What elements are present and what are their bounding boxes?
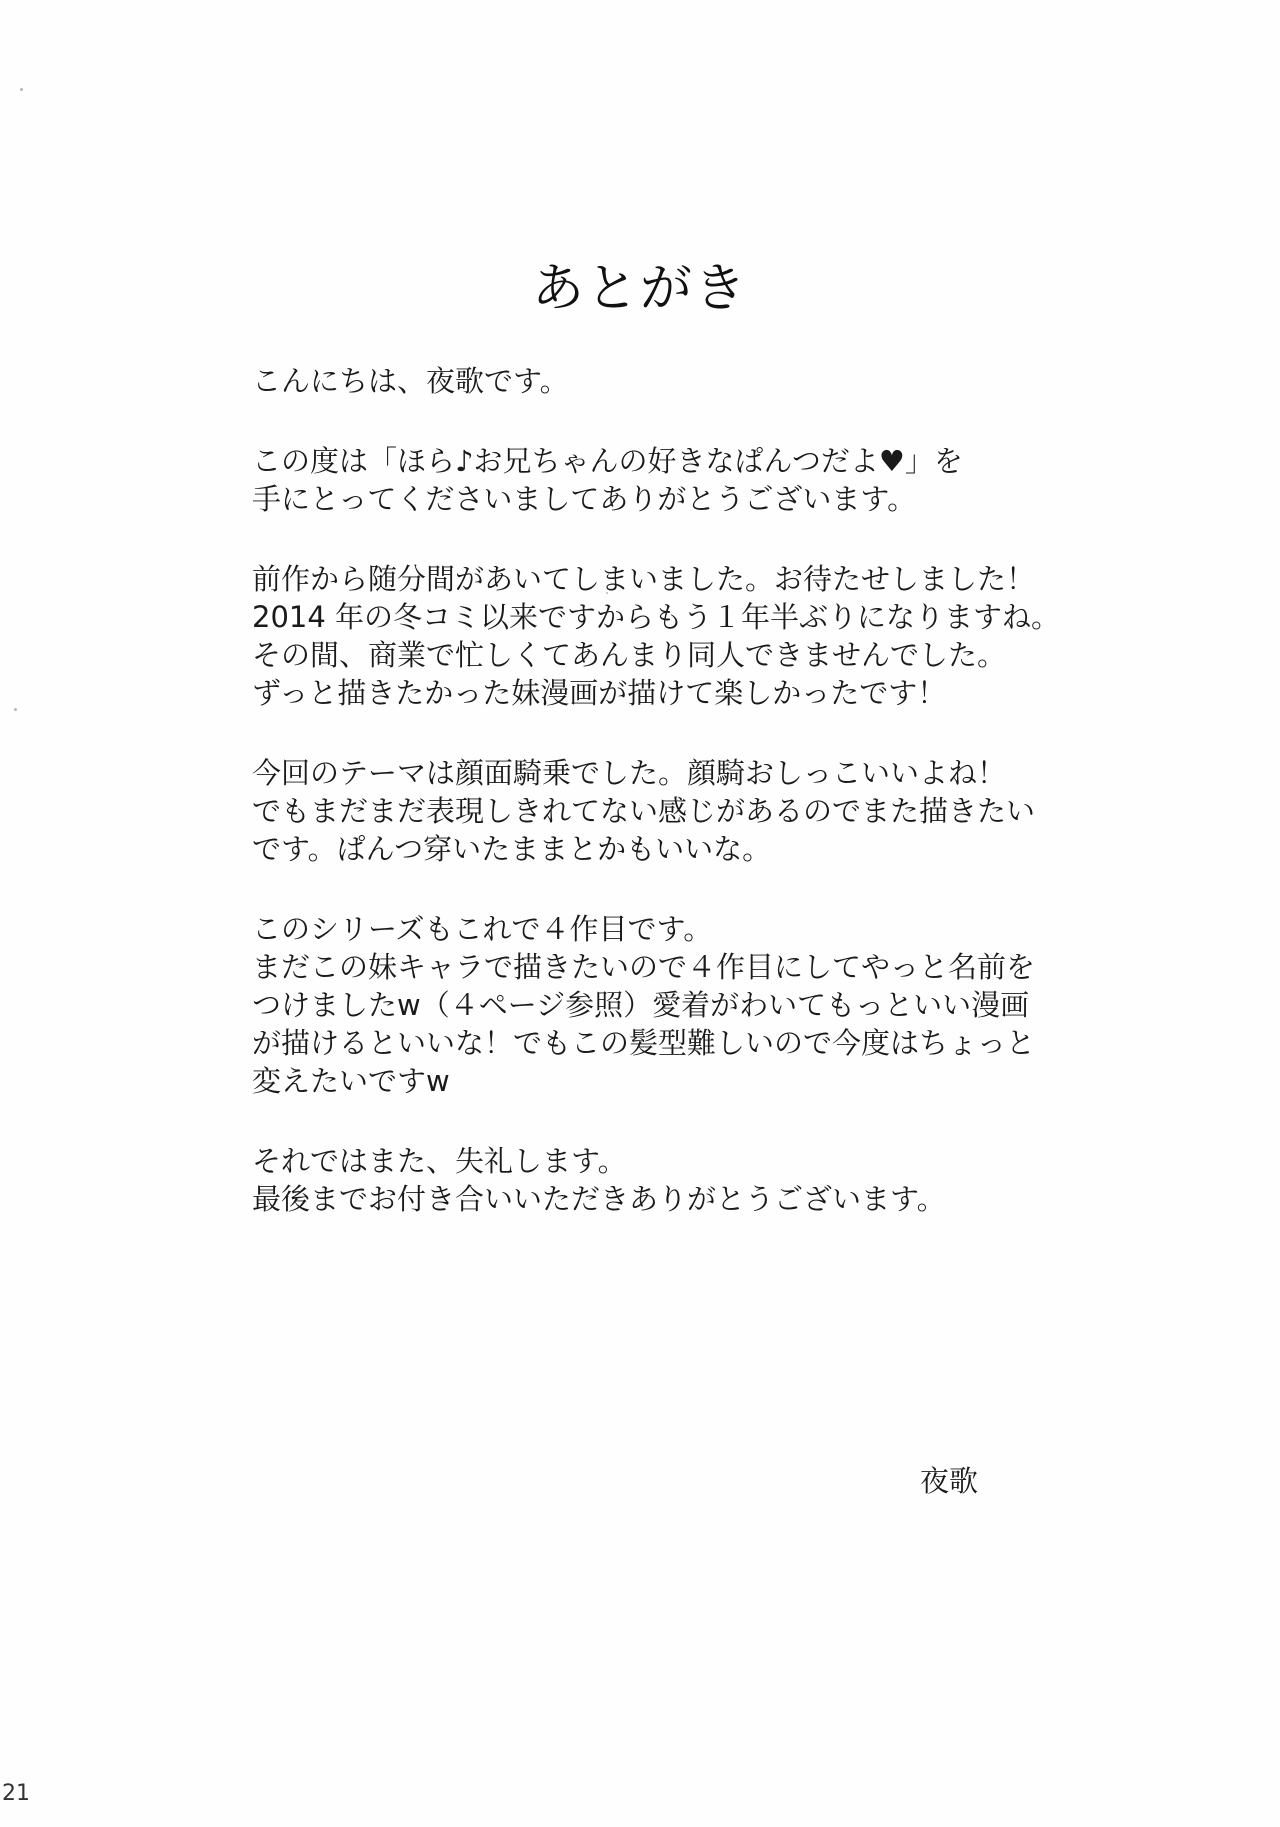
text-line: それではまた、失礼します。 xyxy=(252,1144,627,1178)
text-line: でもまだまだ表現しきれてない感じがあるのでまた描きたい xyxy=(252,794,1036,828)
text-line: 今回のテーマは顔面騎乗でした。顔騎おしっこいいよね！ xyxy=(252,756,1007,790)
paragraph xyxy=(252,754,1052,868)
paragraph xyxy=(252,560,1061,712)
page-title: あとがき xyxy=(531,258,748,319)
page-number: 21 xyxy=(2,1781,30,1806)
scan-speck xyxy=(14,708,17,711)
text-line: つけましたw（４ページ参照）愛着がわいてもっといい漫画 xyxy=(252,988,1030,1022)
text-line: まだこの妹キャラで描きたいので４作目にしてやっと名前を xyxy=(252,950,1036,984)
text-line: こんにちは、夜歌です。 xyxy=(252,364,569,398)
text-line: 前作から随分間があいてしまいました。お待たせしました！ xyxy=(252,562,1036,596)
author-signature: 夜歌 xyxy=(920,1464,979,1498)
paragraph xyxy=(252,1142,1052,1218)
text-line: このシリーズもこれで４作目です。 xyxy=(252,912,713,946)
text-line: です。ぱんつ穿いたままとかもいいな。 xyxy=(252,832,772,866)
paragraph xyxy=(252,362,1052,400)
text-line: ずっと描きたかった妹漫画が描けて楽しかったです！ xyxy=(252,676,947,710)
text-line: この度は「ほら♪お兄ちゃんの好きなぱんつだよ♥」を xyxy=(252,444,963,478)
text-line: 手にとってくださいましてありがとうございます。 xyxy=(252,482,917,516)
afterword-body xyxy=(252,362,1061,1260)
text-line: 変えたいですw xyxy=(252,1064,450,1098)
text-line: が描けるといいな！でもこの髪型難しいので今度はちょっと xyxy=(252,1026,1036,1060)
paragraph xyxy=(252,910,1052,1100)
text-line: 2014 年の冬コミ以来ですからもう１年半ぶりになりますね。 xyxy=(252,600,1061,634)
paragraph xyxy=(252,442,1052,518)
text-line: 最後までお付き合いいただきありがとうございます。 xyxy=(252,1182,946,1216)
text-line: その間、商業で忙しくてあんまり同人できませんでした。 xyxy=(252,638,1007,672)
scan-speck xyxy=(20,88,23,91)
